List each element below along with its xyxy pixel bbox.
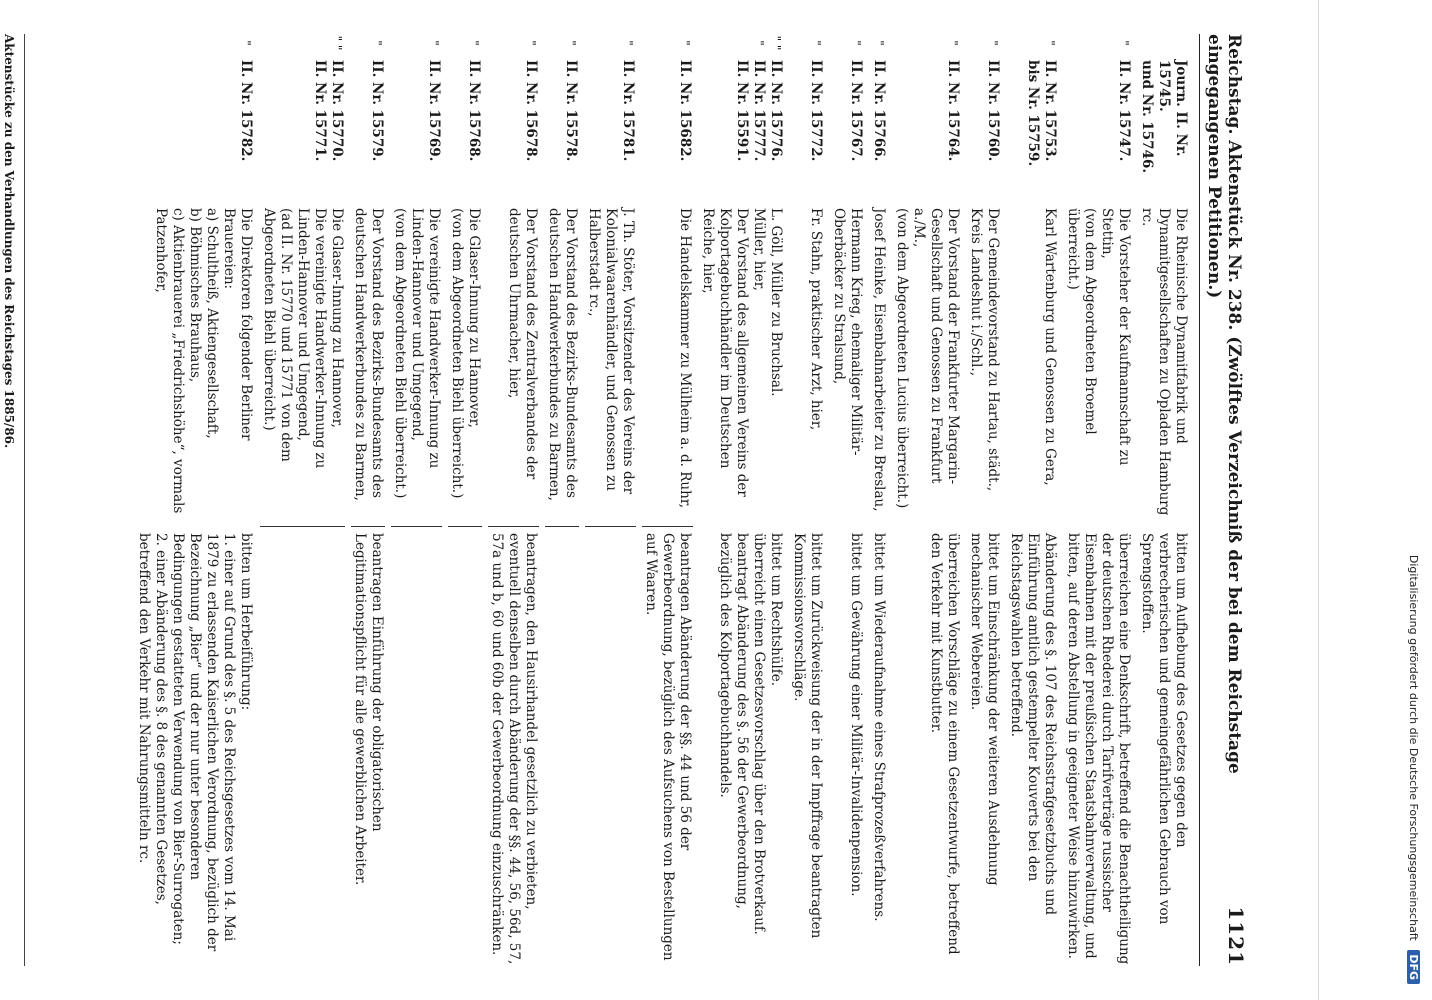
petition-request: bittet um Wiederaufnahme eines Strafprozeßverfahrens. (871, 533, 887, 922)
ditto-mark (1138, 34, 1189, 52)
ditto-mark: " (849, 40, 863, 46)
journal-number: Journ. II. Nr. 15745. und Nr. 15746. (1139, 60, 1189, 174)
ditto-mark: " (1117, 40, 1131, 46)
petition-row (967, 34, 1001, 966)
petitioner: Die Glaser-Innung zu Hannover, (von dem Abgeordneten Biehl überreicht.) (449, 208, 482, 499)
petition-request: überreichen eine Denkschrift, betreffend die Benachtheiligung der deutschen Rhederei durch Tarifverträge russischer Eisenbahnen mit der preußischen Staatsbahnverwaltung, und bitten, auf deren Abstellung in geeigneter Weise hinzuwirken. (1065, 533, 1132, 965)
ditto-mark: " (678, 40, 692, 46)
scan-edge (1318, 0, 1319, 1000)
petitioner: Die Handelskammer zu Mülheim a. d. Ruhr, (677, 208, 693, 509)
ditto-mark: " (467, 40, 481, 46)
journal-number: II. Nr. 15579. (369, 60, 385, 162)
petitioner: Der Vorstand des Zentralverbandes der deutschen Uhrmacher, hier, (506, 208, 539, 480)
petitioner: Die Rheinische Dynamitfabrik und Dynamitgesellschaften zu Opladen Hamburg rc. (1139, 208, 1189, 516)
petition-request: bittet um Rechtshülfe. überreicht einen Gesetzesvorschlag über den Brotverkauf. beantragt Abänderung des §. 56 der Gewerbeordnung, bezüglich des Kolportagebuchhandels. (717, 533, 784, 935)
journal-number: II. Nr. 15766. (871, 60, 887, 162)
journal-number: II. Nr. 15764. (945, 60, 961, 162)
credit-line (1407, 24, 1420, 984)
journal-number: II. Nr. 15768. (466, 60, 482, 162)
petitioner: Karl Wartenburg und Genossen zu Gera, (1042, 208, 1058, 486)
credit-text: Digitalisierung gefördert durch die Deutsche Forschungsgemeinschaft (1407, 554, 1420, 941)
petitioner: Josef Heinke, Eisenbahnarbeiter zu Breslau, (871, 208, 887, 512)
petition-request: beantragen Abänderung der §§. 44 und 56 der Gewerbeordnung, bezüglich des Aufsuchens von Bestellungen auf Waaren. (642, 526, 693, 966)
petition-row (260, 34, 345, 966)
document-page (0, 20, 1262, 980)
petition-request: bittet um Einschränkung der weiteren Ausdehnung mechanischer Webereien. (968, 533, 1001, 886)
petitioner: L. Göll, Müller zu Bruchsal. Müller, hier, Der Vorstand des allgemeinen Vereins der Kolportagebuchhändler im Deutschen Reiche, hier, (700, 208, 784, 497)
journal-number: II. Nr. 15770. II. Nr. 15771. (312, 60, 345, 162)
ditto-mark: " " (330, 35, 344, 51)
ditto-mark: " (564, 40, 578, 46)
petition-row (870, 34, 887, 966)
petition-row (1007, 34, 1058, 966)
petition-row (699, 34, 784, 966)
journal-number: II. Nr. 15772. (808, 60, 824, 162)
petitioner: Die Direktoren folgender Berliner Brauereien: a) Schultheiß, Aktiengesellschaft, b) Böhmisches Brauhaus, c) Aktienbrauerei „Friedrichshöhe“, vormals Patzenhofer, (153, 208, 254, 514)
petitioner: Fr. Stahn, praktischer Arzt, hier, (808, 208, 824, 431)
petition-row (790, 34, 824, 966)
dfg-credit (1404, 24, 1424, 994)
petition-request: überreichen Vorschläge zu einem Gesetzentwurfe, betreffend den Verkehr mit Kunstbutter. (928, 533, 961, 955)
petition-row (135, 34, 254, 966)
ditto-mark: " (986, 40, 1000, 46)
petitioner: J. Th. Stöter, Vorsitzender des Vereins der Kolonialwaarenhändler, und Genossen zu Halberstadt rc., (586, 208, 636, 495)
ditto-mark: " (524, 40, 538, 46)
petition-row (391, 34, 442, 966)
petitioner: Hermann Krieg, ehemaliger Militär-Oberbäcker zu Stralsund, (831, 208, 864, 456)
journal-number: II. Nr. 15753. bis Nr. 15759. (1025, 60, 1058, 167)
journal-number: II. Nr. 15682. (677, 60, 693, 162)
petition-row (585, 34, 636, 966)
page-number: 1121 (1224, 906, 1248, 966)
ditto-mark: " (1043, 40, 1057, 46)
petition-request: bitten um Herbeiführung: 1. einer auf Grund des §. 5 des Reichsgesetzes vom 14. Mai 1879 zu erlassenden Kaiserlichen Verordnung, bezüglich der Bezeichnung „Bier“ und der nur unter besonderen Bedingungen gestatteten Verwendung von Bier-Surrogaten; 2. einer Abänderung des §. 8 des genannten Gesetzes, betreffend den Verkehr mit Nahrungsmitteln rc. (136, 533, 254, 952)
petition-request: beantragen Einführung der obligatorischen Legitimationspflicht für alle gewerblichen Arbeiter. (351, 526, 385, 966)
page-header (1199, 34, 1248, 966)
ditto-mark: " (946, 40, 960, 46)
journal-number: II. Nr. 15760. (985, 60, 1001, 162)
petitioner: Die vereinigte Handwerker-Innung zu Linden-Hannover und Umgegend, (von dem Abgeordneten Biehl überreicht.) (392, 208, 442, 499)
journal-number: II. Nr. 15578. (563, 60, 579, 162)
petition-row (351, 34, 385, 966)
petitioner: Der Vorstand des Bezirks-Bundesamts des deutschen Handwerkerbundes zu Barmen, (352, 208, 385, 501)
petition-request (448, 526, 482, 966)
ditto-mark: " (621, 40, 635, 46)
petitioner: Der Gemeindevorstand zu Hartau, städt., Kreis Landeshut i./Schl., (968, 208, 1001, 492)
petition-row (1138, 34, 1189, 966)
petitioner: Der Vorstand des Bezirks-Bundesamts des deutschen Handwerkerbundes zu Barmen, (546, 208, 579, 501)
petition-request: beantragen, den Hausirhandel gesetzlich zu verbieten, eventuell denselben durch Abänderung der §§. 44, 56, 56d, 57, 57a und b, 60 und 60b der Gewerbeordnung einzuschränken. (488, 526, 539, 966)
petition-list (135, 34, 1189, 966)
ditto-mark: " (239, 40, 253, 46)
ditto-mark: " " " (752, 35, 783, 51)
petition-row (642, 34, 693, 966)
ditto-mark: " (370, 40, 384, 46)
journal-number: II. Nr. 15782. (238, 60, 254, 162)
journal-number: II. Nr. 15678. (523, 60, 539, 162)
petition-request (585, 526, 636, 966)
petition-row (1064, 34, 1132, 966)
petition-row (545, 34, 579, 966)
journal-number: II. Nr. 15781. (620, 60, 636, 162)
petitioner: Der Vorstand der Frankfurter Margarin-Gesellschaft und Genossen zu Frankfurt a./M., (von dem Abgeordneten Lucius überreicht.) (894, 208, 961, 509)
journal-number: II. Nr. 15776. II. Nr. 15777. II. Nr. 15591. (734, 60, 784, 162)
journal-number: II. Nr. 15767. (848, 60, 864, 162)
petition-request: Abänderung des §. 107 des Reichsstrafgesetzbuchs und Einführung amtlich gestempelter Kouverts bei den Reichstagswahlen betreffend. (1008, 533, 1058, 916)
petition-row (448, 34, 482, 966)
petitioner: Die Vorsteher der Kaufmannschaft zu Stettin, (von dem Abgeordneten Broemel überreicht.) (1065, 208, 1132, 466)
petition-request: bittet um Zurückweisung der in der Impffrage beantragten Kommissionsvorschläge. (791, 533, 824, 939)
petition-request (391, 526, 442, 966)
ditto-mark: " (809, 40, 823, 46)
ditto-mark: " (872, 40, 886, 46)
petition-row (830, 34, 864, 966)
ditto-mark: " (427, 40, 441, 46)
petition-request (260, 526, 345, 966)
petition-request (545, 526, 579, 966)
journal-number: II. Nr. 15769. (426, 60, 442, 162)
journal-number: II. Nr. 15747. (1116, 60, 1132, 162)
page-footer: Aktenstücke zu den Verhandlungen des Reichstages 1885/86. (2, 34, 16, 449)
petition-request: bittet um Gewährung einer Militär-Invalidenpension. (848, 533, 864, 897)
petition-row (893, 34, 961, 966)
petition-request: bitten um Aufhebung des Gesetzes gegen den verbrecherischen und gemeingefährlichen Gebrauch von Sprengstoffen. (1139, 533, 1189, 925)
dfg-logo: DFG (1407, 950, 1420, 984)
footer-rule (24, 34, 25, 966)
petition-row (488, 34, 539, 966)
petitioner: Die Glaser-Innung zu Hannover, Die vereinigte Handwerker-Innung zu Linden-Hannover und Umgegend, (ad II. Nr. 15770 und 15771 von dem Abgeordneten Biehl überreicht.) (261, 208, 345, 469)
page-title: Reichstag. Aktenstück Nr. 238. (Zwölftes Verzeichniß der bei dem Reichstage eingegangenen Petitionen.) (1204, 34, 1244, 774)
